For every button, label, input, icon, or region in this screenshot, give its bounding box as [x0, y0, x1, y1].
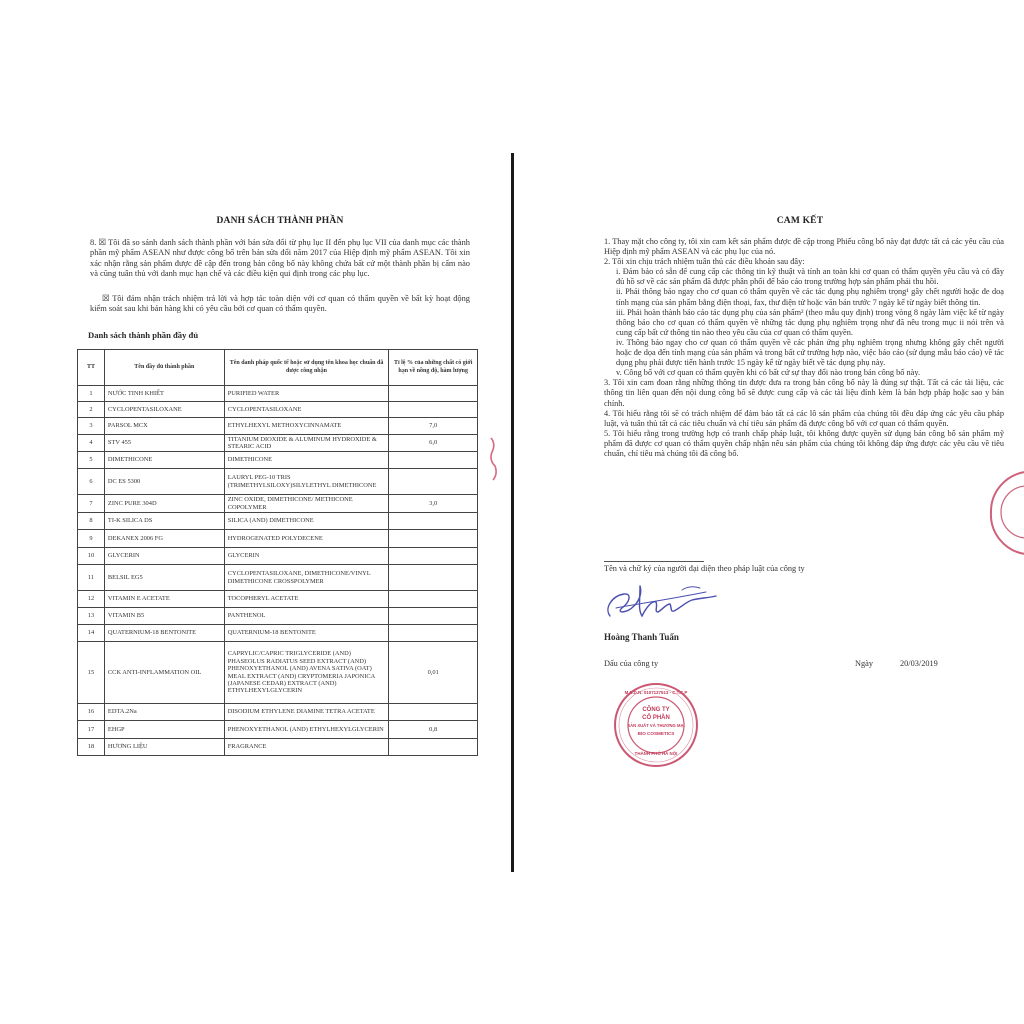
cell-tt: 8: [78, 513, 105, 530]
cell-full-name: EDTA.2Na: [104, 704, 224, 721]
seal-ring-bottom: THÀNH PHỐ HÀ NỘI: [634, 751, 678, 756]
header-tt: TT: [78, 350, 105, 386]
signature-label: Tên và chữ ký của người đại diện theo pháp luật của công ty: [604, 564, 805, 573]
cell-full-name: VITAMIN B5: [104, 608, 224, 625]
cell-percentage: [389, 452, 478, 469]
cell-percentage: 7,0: [389, 418, 478, 435]
cell-full-name: STV 455: [104, 435, 224, 452]
cell-tt: 16: [78, 704, 105, 721]
handwritten-signature: [596, 578, 726, 628]
table-row: [78, 565, 478, 591]
cell-tt: 2: [78, 402, 105, 418]
page-divider: [511, 153, 514, 872]
header-inci-name: Tên danh pháp quốc tế hoặc sử dụng tên khoa học chuẩn đã được công nhận: [224, 350, 389, 386]
cell-full-name: BELSIL EG5: [104, 565, 224, 591]
commitment-item: 1. Thay mặt cho công ty, tôi xin cam kết sản phẩm được đề cập trong Phiếu công bố này đạt được tất cả các yêu cầu của Hiệp định mỹ phẩm ASEAN và các phụ lục của nó.: [604, 237, 1004, 257]
cell-full-name: CYCLOPENTASILOXANE: [104, 402, 224, 418]
cell-tt: 5: [78, 452, 105, 469]
cell-inci-name: TITANIUM DIOXIDE & ALUMINUM HYDROXIDE & STEARIC ACID: [224, 435, 389, 452]
company-stamp-label: Dấu của công ty: [604, 659, 659, 668]
cell-full-name: GLYCERIN: [104, 548, 224, 565]
cell-inci-name: CAPRYLIC/CAPRIC TRIGLYCERIDE (AND) PHASEOLUS RADIATUS SEED EXTRACT (AND) PHENOXYETHANOL (AND) AVENA SATIVA (OAT) MEAL EXTRACT (AND) CRYPTOMERIA JAPONICA (JAPANESE CEDAR) EXTRACT (AND) ETHYLHEXYLGLYCERIN: [224, 642, 389, 704]
cell-percentage: 0,01: [389, 642, 478, 704]
commitment-list: [604, 237, 1004, 459]
cell-percentage: [389, 530, 478, 548]
cell-inci-name: HYDROGENATED POLYDECENE: [224, 530, 389, 548]
table-row: [78, 608, 478, 625]
cell-inci-name: ZINC OXIDE, DIMETHICONE/ METHICONE COPOLYMER: [224, 495, 389, 513]
cell-inci-name: PHENOXYETHANOL (AND) ETHYLHEXYLGLYCERIN: [224, 721, 389, 739]
commitment-subitem: v. Công bố với cơ quan có thẩm quyền khi có bất cứ sự thay đổi nào trong bản công bố này.: [616, 368, 921, 378]
cell-full-name: VITAMIN E ACETATE: [104, 591, 224, 608]
cell-inci-name: FRAGRANCE: [224, 739, 389, 756]
cell-percentage: [389, 739, 478, 756]
table-row: [78, 739, 478, 756]
commitment-subitem: ii. Phải thông báo ngay cho cơ quan có thẩm quyền về các tác dụng phụ nghiêm trọng¹ gây chết người hoặc đe doạ tính mạng của sản phẩm bằng điện thoại, fax, thư điện tử hoặc văn bản trước 7 ngày kể từ ngày biết thông tin.: [616, 287, 1004, 307]
cell-inci-name: PURIFIED WATER: [224, 386, 389, 402]
cell-tt: 4: [78, 435, 105, 452]
table-body: [78, 386, 478, 756]
table-row: [78, 591, 478, 608]
cell-percentage: [389, 513, 478, 530]
commitment-item: 5. Tôi hiểu rằng trong trường hợp có tranh chấp pháp luật, tôi không được quyền sử dụng bản công bố sản phẩm mỹ phẩm đã được cơ quan có thẩm quyền chấp nhận nếu sản phẩm của chúng tôi không đáp ứng được các yêu cầu về tiêu chuẩn, chỉ tiêu mà chúng tôi đã công bố.: [604, 428, 1004, 458]
commitment-item: 3. Tôi xin cam đoan rằng những thông tin được đưa ra trong bản công bố này là đúng sự thật. Tất cả các tài liệu, các thông tin liên quan đến nội dung công bố sẽ được cung cấp và các tài liệu đính kèm là bản hợp pháp hoặc sao y bản chính.: [604, 378, 1004, 408]
cell-full-name: DIMETHICONE: [104, 452, 224, 469]
cell-percentage: [389, 469, 478, 495]
cell-percentage: [389, 591, 478, 608]
cell-full-name: PARSOL MCX: [104, 418, 224, 435]
cell-tt: 17: [78, 721, 105, 739]
cell-percentage: 6,0: [389, 435, 478, 452]
cell-percentage: [389, 386, 478, 402]
cell-tt: 6: [78, 469, 105, 495]
header-full-name: Tên đầy đủ thành phần: [104, 350, 224, 386]
cell-tt: 3: [78, 418, 105, 435]
date-label: Ngày: [855, 659, 873, 668]
table-row: [78, 452, 478, 469]
cell-full-name: QUATERNIUM-18 BENTONITE: [104, 625, 224, 642]
cell-full-name: NƯỚC TINH KHIẾT: [104, 386, 224, 402]
commitment-title: CAM KẾT: [776, 216, 824, 226]
table-header-row: [78, 350, 478, 386]
table-row: [78, 625, 478, 642]
cell-inci-name: PANTHENOL: [224, 608, 389, 625]
cell-tt: 10: [78, 548, 105, 565]
table-row: [78, 642, 478, 704]
commitment-item: 4. Tôi hiểu rằng tôi sẽ có trách nhiệm để đảm bảo tất cả các lô sản phẩm của chúng tôi đều đáp ứng các yêu cầu pháp luật, và tuân thủ tất cả các tiêu chuẩn và chỉ tiêu sản phẩm đã được công bố với cơ quan có thẩm quyền.: [604, 408, 1004, 428]
table-row: [78, 402, 478, 418]
cell-tt: 18: [78, 739, 105, 756]
cell-inci-name: LAURYL PEG-10 TRIS (TRIMETHYLSILOXY)SILYLETHYL DIMETHICONE: [224, 469, 389, 495]
cell-tt: 12: [78, 591, 105, 608]
edge-seal-fragment-right: [985, 468, 1024, 558]
table-row: [78, 386, 478, 402]
date-value: 20/03/2019: [900, 659, 938, 668]
seal-line-3: SẢN XUẤT VÀ THƯƠNG MẠI: [627, 723, 685, 728]
cell-full-name: DC ES 5300: [104, 469, 224, 495]
table-heading: Danh sách thành phần đầy đủ: [88, 330, 199, 340]
cell-inci-name: QUATERNIUM-18 BENTONITE: [224, 625, 389, 642]
cell-inci-name: TOCOPHERYL ACETATE: [224, 591, 389, 608]
cell-tt: 11: [78, 565, 105, 591]
commitment-item: 2. Tôi xin chịu trách nhiệm tuân thủ các điều khoản sau đây:: [604, 257, 805, 267]
table-row: [78, 469, 478, 495]
cell-percentage: [389, 625, 478, 642]
seal-line-2: CỔ PHẦN: [642, 715, 670, 721]
seal-line-1: CÔNG TY: [642, 707, 670, 713]
cell-tt: 15: [78, 642, 105, 704]
table-row: [78, 418, 478, 435]
table-row: [78, 548, 478, 565]
cell-full-name: DEKANEX 2006 FG: [104, 530, 224, 548]
cell-tt: 14: [78, 625, 105, 642]
ingredients-table: [77, 349, 478, 756]
cell-tt: 13: [78, 608, 105, 625]
cell-full-name: HƯƠNG LIỆU: [104, 739, 224, 756]
commitment-subitem: iv. Thông báo ngay cho cơ quan có thẩm quyền về các phản ứng phụ nghiêm trọng nhưng không gây chết người hoặc đe dọa đến tính mạng của sản phẩm và trong bất cứ trường hợp nào, việc báo cáo (sử dụng mẫu báo cáo) về tác dụng phụ phải được tiến hành trước 15 ngày kể từ ngày biết về tác dụng phụ này.: [616, 337, 1004, 368]
table-row: [78, 721, 478, 739]
cell-full-name: ZINC PURE 304D: [104, 495, 224, 513]
cell-percentage: [389, 565, 478, 591]
signature-separator: [604, 561, 704, 562]
edge-seal-fragment-left: [487, 434, 501, 484]
seal-line-4: BIO COSMETICS: [637, 731, 675, 736]
cell-percentage: [389, 402, 478, 418]
table-row: [78, 513, 478, 530]
table-row: [78, 435, 478, 452]
cell-percentage: 3,0: [389, 495, 478, 513]
cell-full-name: EHGP: [104, 721, 224, 739]
cell-inci-name: DIMETHICONE: [224, 452, 389, 469]
table-row: [78, 495, 478, 513]
cell-inci-name: ETHYLHEXYL METHOXYCINNAMATE: [224, 418, 389, 435]
cell-full-name: CCK ANTI-INFLAMMATION OIL: [104, 642, 224, 704]
commitment-subitem: i. Đảm bảo có sẵn để cung cấp các thông tin kỹ thuật và tính an toàn khi cơ quan có thẩm quyền yêu cầu và có đầy đủ hồ sơ về các sản phẩm đã được phân phối để báo cáo trong trường hợp sản phẩm phải thu hồi.: [616, 267, 1004, 287]
seal-ring-top: M.S.D.N: 0107127513 - C.T.C.P: [624, 690, 688, 695]
signer-name: Hoàng Thanh Tuấn: [604, 632, 679, 642]
cell-inci-name: CYCLOPENTASILOXANE: [224, 402, 389, 418]
cell-percentage: [389, 548, 478, 565]
cell-full-name: TI-K SILICA DS: [104, 513, 224, 530]
commitment-subitem: iii. Phải hoàn thành báo cáo tác dụng phụ của sản phẩm² (theo mẫu quy định) trong vòng 8 ngày làm việc kể từ ngày thông báo cho cơ quan có thẩm quyền về những tác dụng phụ nghiêm trọng như đã nêu trong mục ii nói trên và cung cấp bất cứ thông tin nào theo yêu cầu của cơ quan có thẩm quyền.: [616, 307, 1004, 337]
cell-percentage: 0,8: [389, 721, 478, 739]
cell-inci-name: GLYCERIN: [224, 548, 389, 565]
cell-inci-name: CYCLOPENTASILOXANE, DIMETHICONE/VINYL DIMETHICONE CROSSPOLYMER: [224, 565, 389, 591]
cell-tt: 7: [78, 495, 105, 513]
header-percentage: Tỉ lệ % của những chất có giới hạn về nồng độ, hàm lượng: [389, 350, 478, 386]
cell-tt: 9: [78, 530, 105, 548]
declaration-paragraph: 8. ☒ Tôi đã so sánh danh sách thành phần với bản sửa đổi từ phụ lục II đến phụ lục VII của danh mục các thành phần mỹ phẩm ASEAN như được công bố trên bản sửa đổi năm 2017 của Hiệp định mỹ phẩm ASEAN. Tôi xin xác nhận rằng sản phẩm được đề cập đến trong bản công bố này không chứa bất cứ một thành phần bị cấm nào và cũng tuân thủ với danh mục hạn chế và các điều kiện qui định trong các phụ lục.: [90, 238, 470, 278]
cell-tt: 1: [78, 386, 105, 402]
cell-percentage: [389, 608, 478, 625]
responsibility-paragraph: ☒ Tôi đảm nhận trách nhiệm trả lời và hợp tác toàn diện với cơ quan có thẩm quyền về bất kỳ hoạt động kiểm soát sau khi bán hàng khi có yêu cầu bởi cơ quan có thẩm quyền.: [90, 294, 470, 314]
table-row: [78, 530, 478, 548]
ingredient-list-title: DANH SÁCH THÀNH PHẦN: [216, 216, 344, 226]
cell-percentage: [389, 704, 478, 721]
table-row: [78, 704, 478, 721]
cell-inci-name: DISODIUM ETHYLENE DIAMINE TETRA ACETATE: [224, 704, 389, 721]
cell-inci-name: SILICA (AND) DIMETHICONE: [224, 513, 389, 530]
